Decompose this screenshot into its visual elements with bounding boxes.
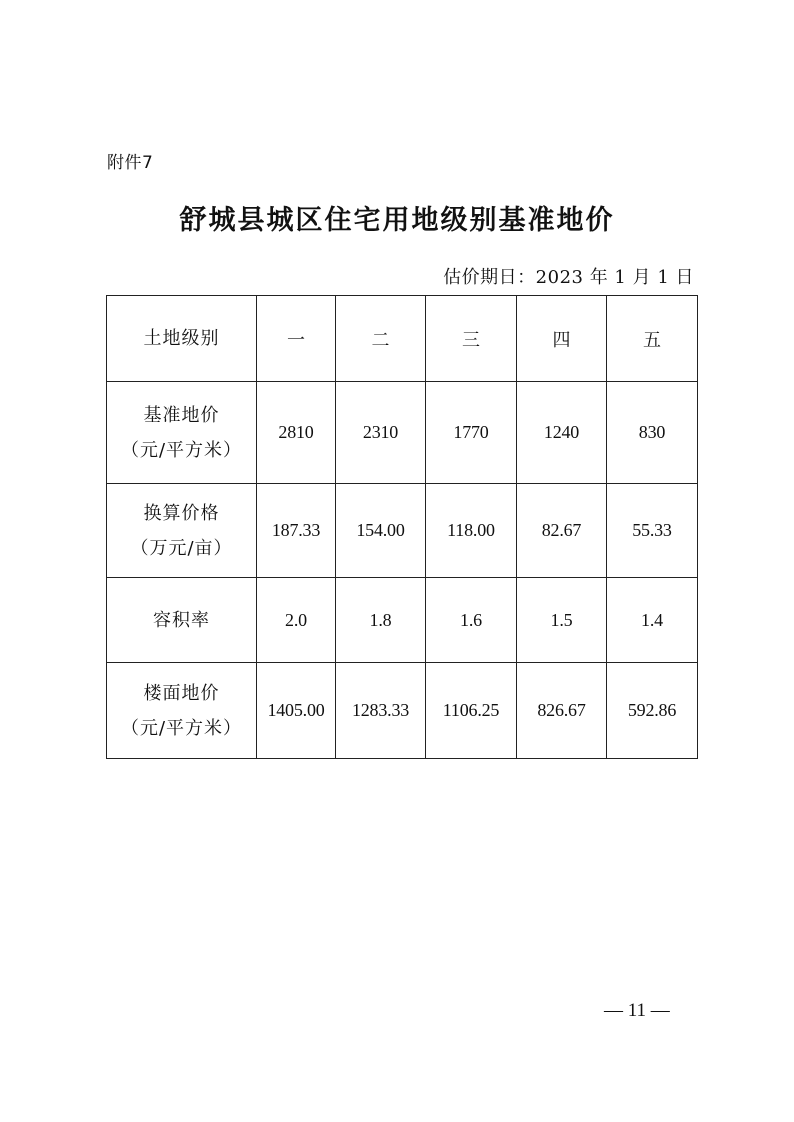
table-cell: 1405.00: [257, 663, 336, 759]
level-header-1: 一: [257, 296, 336, 382]
attachment-label: 附件7: [107, 153, 154, 173]
row-label-cell: [107, 663, 257, 759]
table-cell: 82.67: [517, 484, 607, 578]
row-label-line2: （万元/亩）: [130, 537, 233, 559]
level-header-4: 四: [517, 296, 607, 382]
table-cell: 1106.25: [426, 663, 517, 759]
row-label-line1: 基准地价: [143, 404, 220, 426]
valuation-date: 估价期日：2023 年 1 月 1 日: [443, 267, 694, 288]
row-label-cell: [107, 484, 257, 578]
row-label-line2: （元/平方米）: [120, 439, 243, 461]
table-cell: 1.8: [336, 578, 426, 663]
table-cell: 1770: [426, 382, 517, 484]
table-cell: 1.5: [517, 578, 607, 663]
table-cell: 2310: [336, 382, 426, 484]
level-header-3: 三: [426, 296, 517, 382]
table-row-floor-area-ratio: [107, 578, 698, 663]
table-cell: 592.86: [607, 663, 698, 759]
table-cell: 187.33: [257, 484, 336, 578]
header-label-cell: [107, 296, 257, 382]
row-label-line1: 换算价格: [143, 502, 220, 524]
table-cell: 2.0: [257, 578, 336, 663]
table-header-row: [107, 296, 698, 382]
row-label-line2: （元/平方米）: [120, 717, 243, 739]
table-cell: 826.67: [517, 663, 607, 759]
table-cell: 2810: [257, 382, 336, 484]
row-label-line1: 楼面地价: [143, 682, 220, 704]
level-header-5: 五: [607, 296, 698, 382]
table-cell: 830: [607, 382, 698, 484]
row-label-cell: [107, 578, 257, 663]
table-cell: 55.33: [607, 484, 698, 578]
header-label: 土地级别: [143, 328, 220, 349]
row-label-cell: [107, 382, 257, 484]
table-cell: 154.00: [336, 484, 426, 578]
level-header-2: 二: [336, 296, 426, 382]
page-title: 舒城县城区住宅用地级别基准地价: [179, 205, 615, 236]
table-row-converted-price: [107, 484, 698, 578]
table-cell: 1.4: [607, 578, 698, 663]
table-row-base-price: [107, 382, 698, 484]
land-price-table: [106, 295, 698, 759]
table-cell: 1240: [517, 382, 607, 484]
table-cell: 1.6: [426, 578, 517, 663]
table-cell: 1283.33: [336, 663, 426, 759]
table-cell: 118.00: [426, 484, 517, 578]
table-row-floor-price: [107, 663, 698, 759]
page-number: — 11 —: [604, 1000, 670, 1021]
row-label-line1: 容积率: [153, 609, 210, 631]
